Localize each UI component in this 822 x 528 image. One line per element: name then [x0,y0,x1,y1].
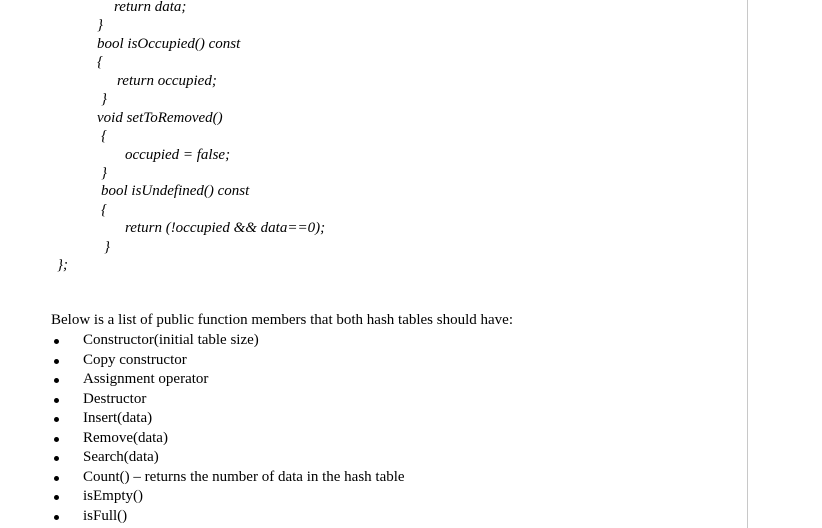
intro-paragraph: Below is a list of public function members that both hash tables should have: [51,312,514,328]
bullet-icon [54,359,59,364]
bullet-icon [54,378,59,383]
list-item-text: Search(data) [83,449,159,465]
bullet-icon [54,437,59,442]
code-line: return occupied; [117,73,217,89]
list-item-text: Copy constructor [83,351,187,368]
bullet-icon [54,515,59,520]
page-edge-divider [747,0,748,528]
bullet-icon [54,398,59,403]
code-line: } [104,239,110,255]
code-line: { [97,54,103,70]
code-line: bool isUndefined() const [101,183,250,199]
bullet-icon [54,417,59,422]
code-line: } [97,17,103,33]
list-item-text: isEmpty() [83,488,143,504]
bullet-icon [54,339,59,344]
code-line: }; [57,257,68,273]
bullet-icon [54,476,59,481]
list-item-text: Assignment operator [83,371,209,387]
code-line: return (!occupied && data==0); [125,220,326,236]
list-item-text: Remove(data) [83,429,168,446]
code-line: void setToRemoved() [97,110,223,126]
list-item-text: isFull() [83,507,128,524]
list-item-text: Constructor(initial table size) [83,332,259,348]
bullet-icon [54,495,59,500]
code-line: } [101,165,107,181]
list-item-text: Insert(data) [83,410,153,426]
list-item-text: Count() – returns the number of data in the hash table [83,468,405,485]
code-line: { [101,202,107,218]
code-line: return data; [114,0,187,15]
list-item-text: Destructor [83,390,147,407]
code-line: { [101,128,107,144]
code-line: occupied = false; [125,147,231,163]
bullet-icon [54,456,59,461]
code-line: } [101,91,107,107]
code-line: bool isOccupied() const [97,36,241,52]
